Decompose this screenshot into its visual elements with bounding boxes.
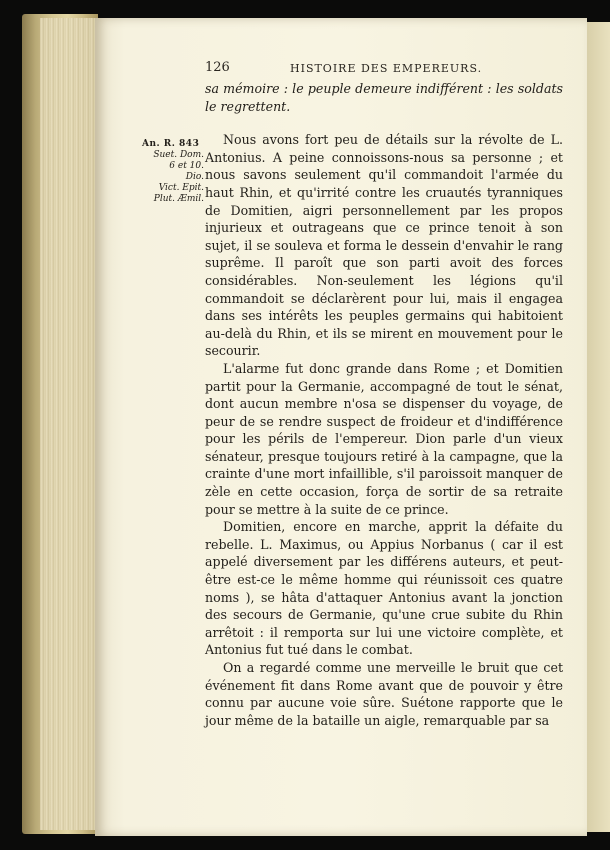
facing-page-edge — [587, 22, 610, 832]
running-title: HISTOIRE DES EMPEREURS. — [290, 62, 483, 75]
margin-source: Plut. Æmil. — [153, 194, 204, 204]
paragraph: L'alarme fut donc grande dans Rome ; et Domitien partit pour la Germanie, accompagné de tout le sénat, dont aucun membre n'osa se dispenser du voyage, de peur de se rendre suspect de froideur et d'indifférence pour les périls de l'empereur. Dion parle d'un vieux sénateur, presque toujours retiré à la campagne, que la crainte d'une mort infaillible, s'il paroissoit manquer de zèle en cette occasion, força de sortir de sa retraite pour se mettre à la suite de ce prince. — [205, 360, 563, 517]
page-number: 126 — [205, 60, 230, 75]
margin-year: An. R. 843 — [142, 139, 200, 149]
body-text — [205, 80, 563, 729]
paragraph: Domitien, encore en marche, apprit la défaite du rebelle. L. Maximus, ou Appius Norbanus ( car il est appelé diversement par les différens auteurs, et peut-être est-ce le même homme qui réunissoit ces quatre noms ), se hâta d'attaquer Antonius avant la jonction des secours de Germanie, qu'une crue subite du Rhin arrêtoit : il remporta sur lui une victoire complète, et Antonius fut tué dans le combat. — [205, 519, 563, 658]
margin-source: Vict. Epit. — [158, 183, 204, 193]
paragraph: Nous avons fort peu de détails sur la révolte de L. Antonius. A peine connoissons-nous sa personne ; et nous savons seulement qu'il commandoit l'armée du haut Rhin, et qu'irrité contre les cruautés tyranniques de Domitien, aigri personnellement par les propos injurieux et outrageans que ce prince tenoit à son sujet, il se souleva et forma le dessein d'envahir le rang suprême. Il paroît que son parti avoit des forces considérables. Non-seulement les légions qu'il commandoit se déclarèrent pour lui, mais il engagea dans ses intérêts les peuples germains qui habitoient au-delà du Rhin, et ils se mirent en mouvement pour le secourir. — [205, 132, 563, 359]
margin-source: Dio. — [185, 172, 204, 182]
paragraph-continuation: sa mémoire : le peuple demeure indifférent : les soldats le regrettent. — [205, 81, 563, 114]
margin-note — [142, 139, 204, 205]
paragraph: On a regardé comme une merveille le bruit que cet événement fit dans Rome avant que de pouvoir y être connu par aucune voie sûre. Suétone rapporte que le jour même de la bataille un aigle, remarquable par sa — [205, 660, 563, 728]
margin-source: 6 et 10. — [169, 161, 204, 171]
margin-source: Suet. Dom. — [153, 150, 204, 160]
